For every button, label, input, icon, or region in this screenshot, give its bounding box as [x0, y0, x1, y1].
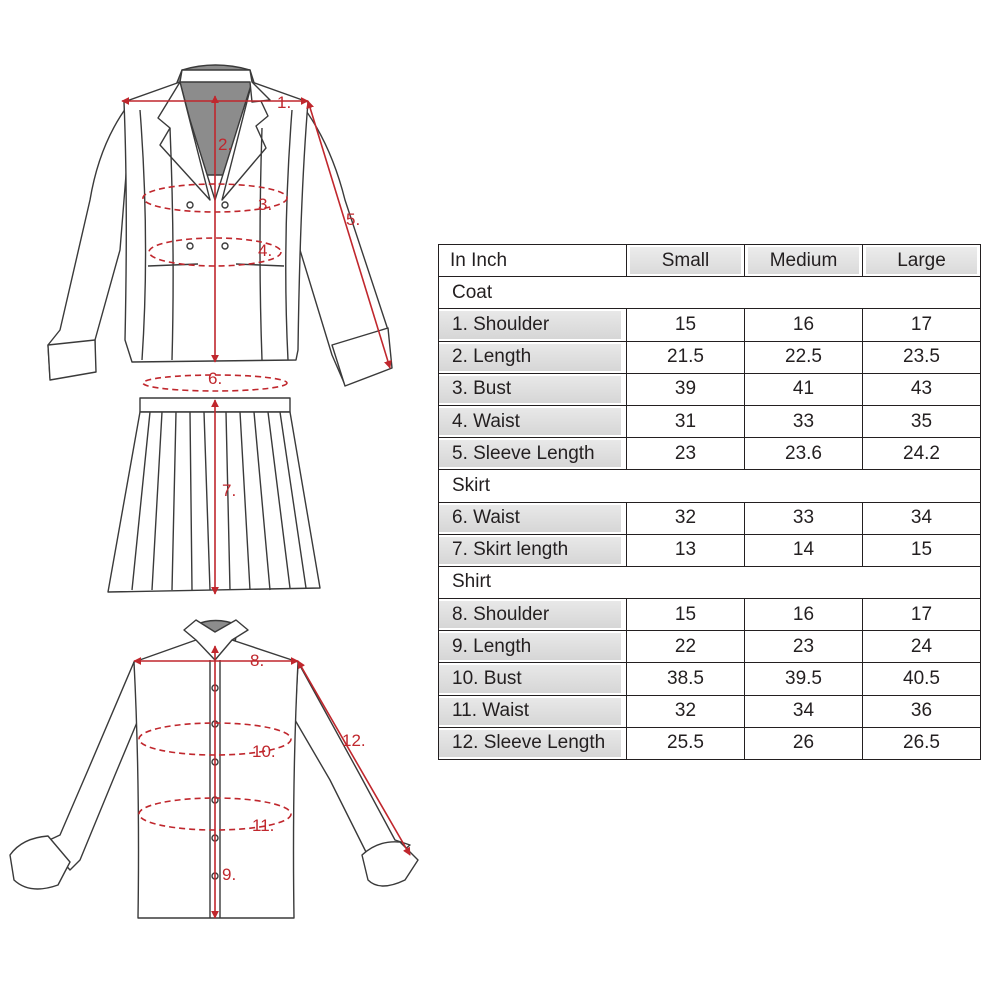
marker-5: 5. — [346, 210, 361, 229]
marker-2: 2. — [218, 135, 233, 154]
size-value: 40.5 — [863, 663, 981, 695]
row-label — [439, 727, 627, 759]
size-value: 33 — [745, 502, 863, 534]
size-value: 32 — [627, 695, 745, 727]
size-value: 36 — [863, 695, 981, 727]
row-label-text: 2. Length — [452, 346, 532, 368]
row-label — [439, 663, 627, 695]
marker-3: 3. — [258, 195, 273, 214]
row-label-text: 10. Bust — [452, 668, 522, 690]
size-value: 43 — [863, 373, 981, 405]
table-row — [439, 341, 981, 373]
section-row — [439, 566, 981, 598]
table-row — [439, 599, 981, 631]
row-label-text: 5. Sleeve Length — [452, 442, 595, 464]
size-value: 32 — [627, 502, 745, 534]
size-value: 17 — [863, 309, 981, 341]
row-label-text: 12. Sleeve Length — [452, 732, 606, 754]
marker-4: 4. — [258, 241, 273, 260]
size-value: 34 — [745, 695, 863, 727]
row-label — [439, 631, 627, 663]
table-row — [439, 663, 981, 695]
table-row — [439, 405, 981, 437]
size-chart-table — [438, 244, 981, 760]
size-chart — [438, 244, 980, 760]
size-value: 35 — [863, 405, 981, 437]
row-label — [439, 695, 627, 727]
table-row — [439, 502, 981, 534]
row-label — [439, 309, 627, 341]
table-row — [439, 309, 981, 341]
size-value: 15 — [627, 599, 745, 631]
size-value: 16 — [745, 309, 863, 341]
coat-illustration — [48, 65, 392, 386]
size-value: 17 — [863, 599, 981, 631]
marker-10: 10. — [252, 742, 276, 761]
section-row — [439, 470, 981, 502]
table-row — [439, 695, 981, 727]
garment-diagrams — [0, 0, 430, 1000]
size-value: 25.5 — [627, 727, 745, 759]
table-row — [439, 373, 981, 405]
marker-1: 1. — [277, 93, 292, 112]
marker-11: 11. — [252, 816, 275, 835]
size-value: 22.5 — [745, 341, 863, 373]
shirt-illustration — [10, 620, 418, 918]
marker-9: 9. — [222, 865, 237, 884]
row-label-text: 8. Shoulder — [452, 603, 550, 625]
size-value: 38.5 — [627, 663, 745, 695]
size-value: 16 — [745, 599, 863, 631]
size-value: 26 — [745, 727, 863, 759]
row-label — [439, 599, 627, 631]
size-value: 31 — [627, 405, 745, 437]
row-label — [439, 405, 627, 437]
size-value: 39 — [627, 373, 745, 405]
size-value: 23 — [745, 631, 863, 663]
header-row — [439, 245, 981, 277]
size-header-label: Small — [661, 249, 710, 271]
row-label-text: 6. Waist — [452, 507, 520, 529]
size-value: 41 — [745, 373, 863, 405]
row-label — [439, 534, 627, 566]
size-header-label: Large — [897, 249, 946, 271]
row-label — [439, 438, 627, 470]
row-label-text: 1. Shoulder — [452, 313, 550, 335]
size-value: 15 — [627, 309, 745, 341]
size-header — [627, 245, 745, 277]
table-row — [439, 727, 981, 759]
size-value: 24 — [863, 631, 981, 663]
table-row — [439, 438, 981, 470]
size-value: 13 — [627, 534, 745, 566]
marker-12: 12. — [342, 731, 366, 750]
row-label-text: 4. Waist — [452, 410, 520, 432]
size-header — [863, 245, 981, 277]
size-value: 14 — [745, 534, 863, 566]
marker-6: 6. — [208, 369, 223, 388]
size-value: 34 — [863, 502, 981, 534]
size-value: 22 — [627, 631, 745, 663]
row-label-text: 11. Waist — [452, 700, 530, 722]
section-title: Coat — [439, 277, 981, 309]
row-label — [439, 341, 627, 373]
row-label-text: 7. Skirt length — [452, 539, 569, 561]
unit-label: In Inch — [439, 245, 627, 277]
size-value: 21.5 — [627, 341, 745, 373]
size-value: 23 — [627, 438, 745, 470]
size-header-label: Medium — [769, 249, 838, 271]
row-label-text: 9. Length — [452, 635, 532, 657]
size-value: 15 — [863, 534, 981, 566]
size-header — [745, 245, 863, 277]
size-value: 33 — [745, 405, 863, 437]
section-title: Skirt — [439, 470, 981, 502]
table-row — [439, 631, 981, 663]
row-label — [439, 502, 627, 534]
section-row — [439, 277, 981, 309]
row-label-text: 3. Bust — [452, 378, 512, 400]
size-value: 24.2 — [863, 438, 981, 470]
section-title: Shirt — [439, 566, 981, 598]
size-value: 39.5 — [745, 663, 863, 695]
marker-8: 8. — [250, 651, 265, 670]
marker-7: 7. — [222, 481, 237, 500]
skirt-illustration — [108, 398, 320, 592]
size-value: 23.5 — [863, 341, 981, 373]
size-value: 26.5 — [863, 727, 981, 759]
table-row — [439, 534, 981, 566]
size-value: 23.6 — [745, 438, 863, 470]
row-label — [439, 373, 627, 405]
